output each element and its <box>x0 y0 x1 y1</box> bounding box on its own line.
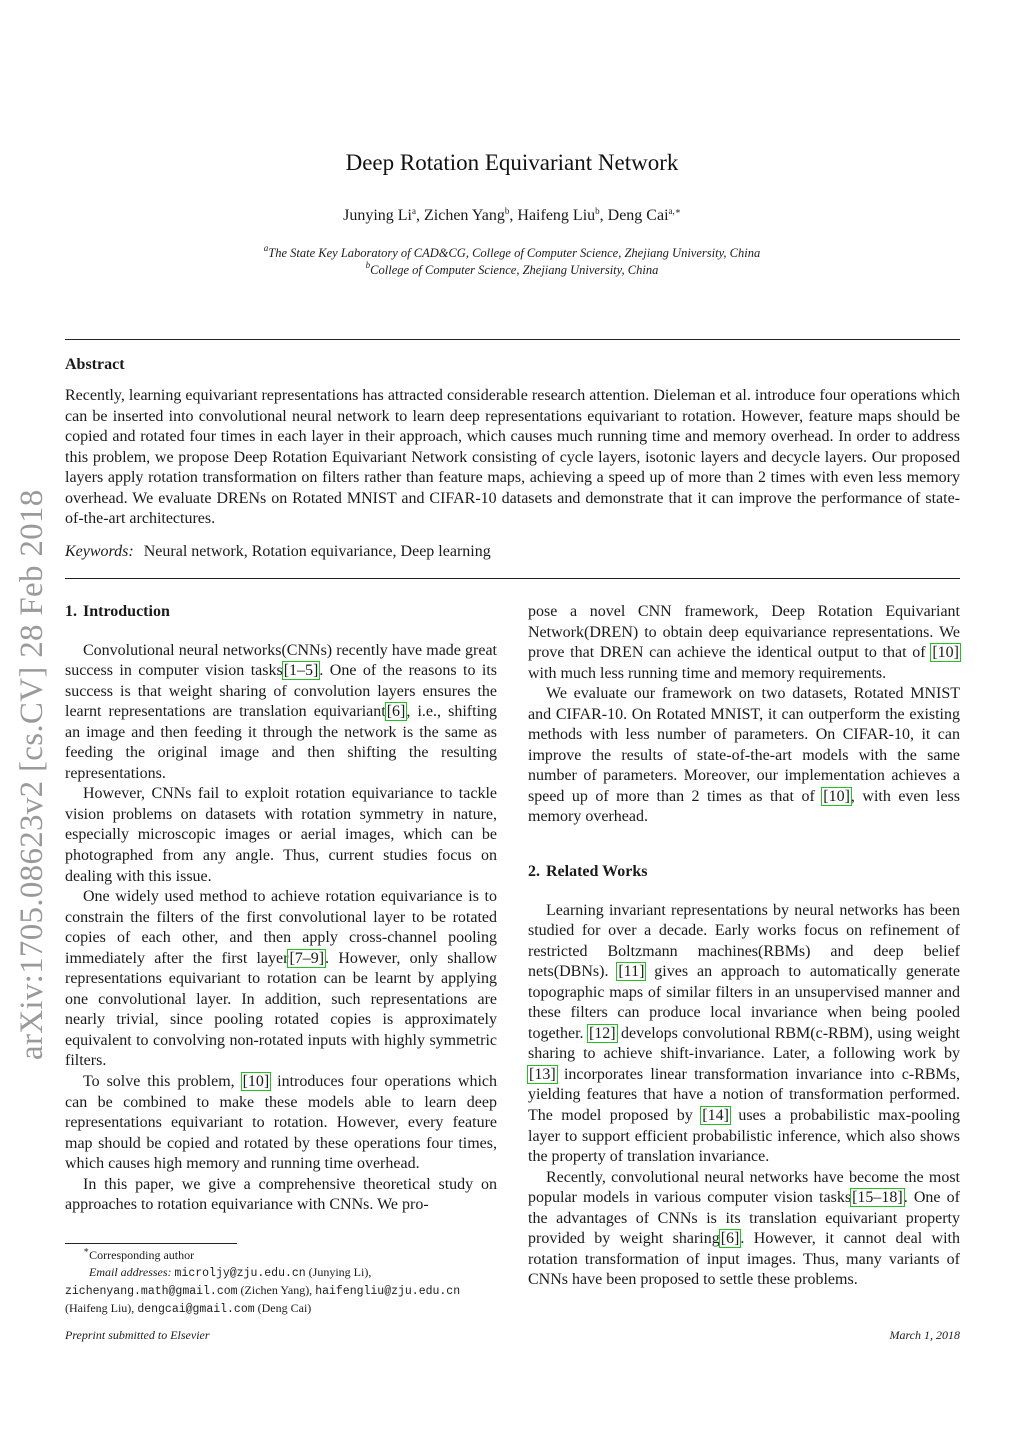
citation-link[interactable]: [15–18] <box>852 1189 903 1207</box>
email-label: Email addresses: <box>89 1265 172 1279</box>
citation-link[interactable]: [10] <box>242 1072 270 1090</box>
author-affil-mark: b <box>504 206 510 216</box>
citation-link[interactable]: [6] <box>720 1230 740 1248</box>
affiliation-text: College of Computer Science, Zhejiang University, China <box>370 263 659 277</box>
email-link[interactable]: zichenyang.math@gmail.com <box>65 1285 238 1298</box>
paragraph: In this paper, we give a comprehensive theoretical study on approaches to rotation equivariance with CNNs. We pro- <box>65 1175 497 1214</box>
citation-link[interactable]: [12] <box>588 1024 616 1042</box>
affiliation-text: The State Key Laboratory of CAD&CG, College of Computer Science, Zhejiang University, China <box>268 246 761 260</box>
email-link[interactable]: microljy@zju.edu.cn <box>174 1267 306 1280</box>
email-owner: (Zichen Yang), <box>240 1283 313 1297</box>
paragraph: However, CNNs fail to exploit rotation equivariance to tackle vision problems on datasets with rotation symmetry in nature, especially microscopic images or aerial images, which can be photographed from any angle. Thus, current studies focus on dealing with this issue. <box>65 785 497 885</box>
keywords <box>65 543 491 561</box>
email-link[interactable]: haifengliu@zju.edu.cn <box>315 1285 461 1298</box>
citation-link[interactable]: [13] <box>529 1065 556 1083</box>
citation-link[interactable]: [10] <box>932 644 959 662</box>
author-affil-mark: b <box>595 206 600 216</box>
section-heading-introduction: 1. Introduction <box>65 603 170 620</box>
citation-link[interactable]: [14] <box>702 1106 729 1124</box>
abstract-heading: Abstract <box>65 356 125 373</box>
citation-link[interactable]: [6] <box>386 703 406 721</box>
paragraph: Convolutional neural networks(CNNs) recently have made great success in computer vision tasks[1–5]. One of the reasons to its success is that weight sharing of convolution layers ensures the learnt representations are translation equivariant[6], i.e., shifting an image and then feeding it through the network is the same as feeding the original image and then shifting the resulting representations. <box>65 641 498 782</box>
author-name: Haifeng Liu <box>517 207 596 224</box>
author-affil-mark: a <box>412 206 416 216</box>
arxiv-stamp[interactable]: arXiv:1705.08623v2 [cs.CV] 28 Feb 2018 <box>14 489 50 1060</box>
paragraph: We evaluate our framework on two datasets, Rotated MNIST and CIFAR-10. On Rotated MNIST, it can outperform the existing methods with less number of parameters. On CIFAR-10, it can improve the results of state-of-the-art models with the same number of parameters. Moreover, our implementation achieves a speed up of more than 2 times as that of [10], with even less memory overhead. <box>528 685 960 826</box>
citation-link[interactable]: [11] <box>618 963 645 981</box>
right-column <box>528 602 960 1291</box>
author-name: Deng Cai <box>607 207 669 224</box>
left-column <box>65 602 497 1216</box>
citation-link[interactable]: [10] <box>823 787 850 805</box>
footer-date: March 1, 2018 <box>889 1328 960 1342</box>
keywords-label: Keywords: <box>65 543 134 560</box>
email-link[interactable]: dengcai@gmail.com <box>137 1303 255 1316</box>
paragraph: Learning invariant representations by neural networks has been studied for over a decade. Early works focus on refinement of restricted Boltzmann machines(RBMs) and deep belief nets(DBNs). [11] gives an approach to automatically generate topographic maps of similar filters in an unsupervised manner and these filters can produce local invariance when being pooled together. [12] develops convolutional RBM(c-RBM), using weight sharing to achieve shift-invariance. Later, a following work by [13] incorporates linear transformation invariance into c-RBMs, yielding features that have a notion of transformation performed. The model proposed by [14] uses a probabilistic max-pooling layer to support efficient probabilistic inference, which also shows the property of translation invariance. <box>528 901 961 1166</box>
citation-link[interactable]: [1–5] <box>283 662 319 680</box>
footnote-marker: ∗ <box>83 1245 90 1255</box>
paragraph: To solve this problem, [10] introduces four operations which can be combined to make these models able to learn deep representations equivariant to rotation. However, every feature map should be copied and rotated by these operations four times, which causes high memory and running time overhead. <box>65 1072 497 1173</box>
footnote-rule <box>65 1243 237 1244</box>
abstract-top-rule <box>65 339 960 340</box>
paragraph: pose a novel CNN framework, Deep Rotation Equivariant Network(DREN) to obtain deep equivariance representations. We prove that DREN can achieve the identical output to that of [10] with much less running time and memory requirements. <box>528 603 960 682</box>
email-owner: (Deng Cai) <box>257 1301 312 1315</box>
email-owner: (Junying Li), <box>308 1265 372 1279</box>
affiliation-mark: b <box>365 260 371 270</box>
affiliation-mark: a <box>263 243 269 253</box>
affiliation-b <box>0 260 1024 278</box>
footer-preprint-note: Preprint submitted to Elsevier <box>65 1328 210 1342</box>
author-name: Junying Li <box>343 207 412 224</box>
author-name: Zichen Yang <box>424 207 505 224</box>
citation-link[interactable]: [7–9] <box>289 949 325 967</box>
affiliation-a <box>0 243 1024 261</box>
paragraph: Recently, convolutional neural networks have become the most popular models in various computer vision tasks[15–18]. One of the advantages of CNNs is its translation equivariant property provided by weight sharing[6]. However, it cannot deal with rotation transformation of input images. Thus, many variants of CNNs have been proposed to settle these problems. <box>528 1168 960 1289</box>
email-owner: (Haifeng Liu), <box>65 1301 135 1315</box>
paper-title: Deep Rotation Equivariant Network <box>345 150 679 175</box>
author-list: Junying Li$^a$, Zichen Yang$^b$, Haifeng Liu$^b$, Deng Cai$^{a,∗}$ <box>343 206 681 224</box>
section-heading-related-works: 2. Related Works <box>528 863 648 881</box>
keywords-text: Neural network, Rotation equivariance, Deep learning <box>143 543 491 560</box>
corresponding-author-label: Corresponding author <box>89 1248 195 1262</box>
footnote <box>65 1247 497 1318</box>
abstract-text: Recently, learning equivariant representations has attracted considerable research attention. Dieleman et al. introduce four operations which can be inserted into convolutional neural network to learn deep representations equivariant to rotation. However, feature maps should be copied and rotated four times in each layer in their approach, which causes much running time and memory overhead. In order to address this problem, we propose Deep Rotation Equivariant Network consisting of cycle layers, isotonic layers and decycle layers. Our proposed layers apply rotation transformation on filters rather than feature maps, achieving a speed up of more than 2 times with even less memory overhead. We evaluate DRENs on Rotated MNIST and CIFAR-10 datasets and demonstrate that it can improve the performance of state-of-the-art architectures. <box>65 387 960 527</box>
author-affil-mark: a,∗ <box>668 206 681 216</box>
paragraph: One widely used method to achieve rotation equivariance is to constrain the filters of the first convolutional layer to be rotated copies of each other, and then apply cross-channel pooling immediately after the first layer[7–9]. However, only shallow representations equivariant to rotation can be learnt by applying one convolutional layer. In addition, such representations are nearly trivial, since pooling rotated copies is approximately equivalent to convolving non-rotated inputs with highly symmetric filters. <box>65 888 498 1070</box>
abstract-bottom-rule <box>65 578 960 579</box>
